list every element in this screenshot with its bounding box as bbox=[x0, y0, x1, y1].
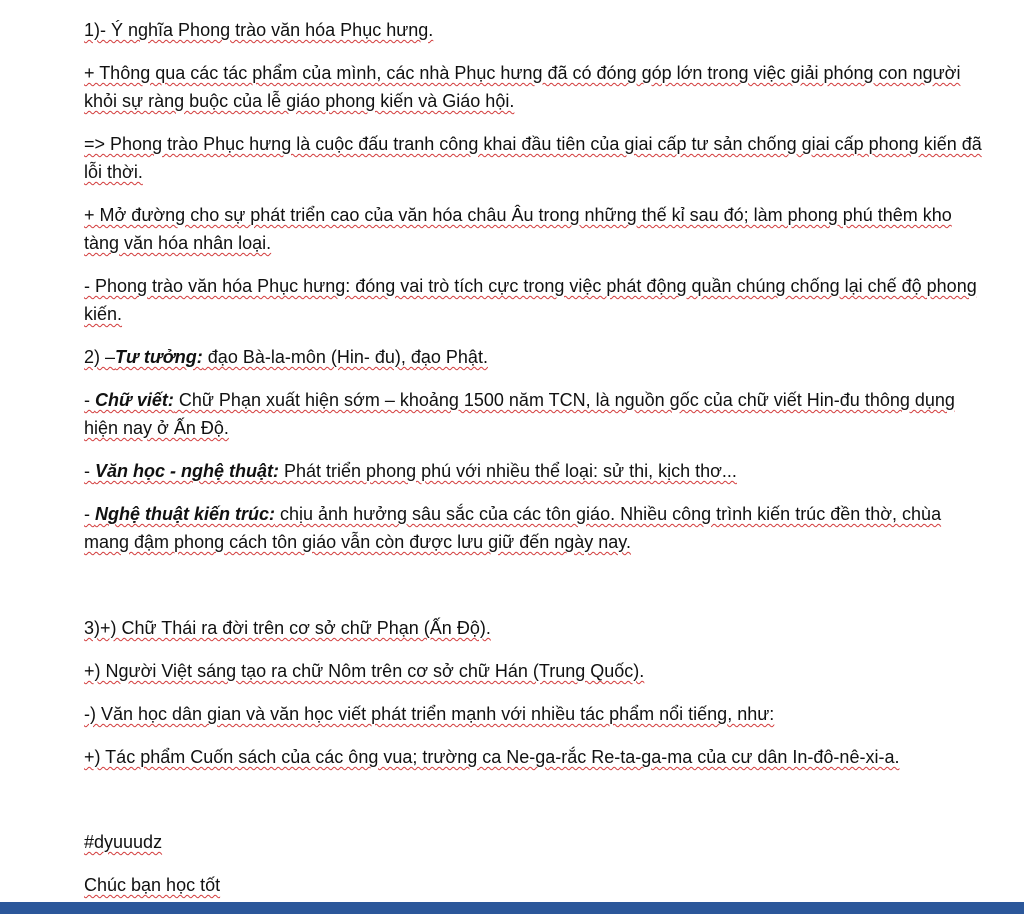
closing-wish: Chúc bạn học tốt bbox=[84, 875, 221, 895]
blank-line bbox=[84, 786, 984, 828]
paragraph-thai-script: 3)+) Chữ Thái ra đời trên cơ sở chữ Phạn (Ấn Độ). bbox=[84, 618, 491, 638]
paragraph-liberation: + Thông qua các tác phẩm của mình, các nhà Phục hưng đã có đóng góp lớn trong việc giải phóng con người khỏi sự ràng buộc của lễ giáo phong kiến và Giáo hội. bbox=[84, 63, 961, 111]
paragraph-development: + Mở đường cho sự phát triển cao của văn hóa châu Âu trong những thế kỉ sau đó; làm phong phú thêm kho tàng văn hóa nhân loại. bbox=[84, 205, 952, 253]
paragraph-struggle: => Phong trào Phục hưng là cuộc đấu tranh công khai đầu tiên của giai cấp tư sản chống giai cấp phong kiến đã lỗi thời. bbox=[84, 134, 982, 182]
writing-prefix: - bbox=[84, 390, 95, 410]
paragraph-writing bbox=[84, 386, 984, 442]
writing-label: Chữ viết: bbox=[95, 390, 174, 410]
architecture-text: chịu ảnh hưởng sâu sắc của các tôn giáo. Nhiều công trình kiến trúc đền thờ, chùa mang đậm phong cách tôn giáo vẫn còn được lưu giữ đến ngày nay. bbox=[84, 504, 942, 552]
heading-1: 1)- Ý nghĩa Phong trào văn hóa Phục hưng. bbox=[84, 20, 434, 40]
ideology-prefix: 2) – bbox=[84, 347, 116, 367]
blank-line bbox=[84, 571, 984, 614]
paragraph-literature bbox=[84, 457, 984, 485]
status-bar bbox=[0, 902, 1024, 914]
paragraph-role: - Phong trào văn hóa Phục hưng: đóng vai trò tích cực trong việc phát động quần chúng chống lại chế độ phong kiến. bbox=[84, 276, 977, 324]
paragraph-works: +) Tác phẩm Cuốn sách của các ông vua; trường ca Ne-ga-rắc Re-ta-ga-ma của cư dân In-đô-nê-xi-a. bbox=[84, 747, 900, 767]
document-body[interactable] bbox=[84, 16, 984, 914]
architecture-prefix: - bbox=[84, 504, 95, 524]
paragraph-ideology bbox=[84, 343, 984, 371]
literature-prefix: - bbox=[84, 461, 95, 481]
architecture-label: Nghệ thuật kiến trúc: bbox=[95, 504, 276, 524]
literature-text: Phát triển phong phú với nhiều thể loại: sử thi, kịch thơ... bbox=[279, 461, 737, 481]
writing-text: Chữ Phạn xuất hiện sớm – khoảng 1500 năm TCN, là nguồn gốc của chữ viết Hin-đu thông dụng hiện nay ở Ấn Độ. bbox=[84, 390, 955, 438]
paragraph-literature-sea: -) Văn học dân gian và văn học viết phát triển mạnh với nhiều tác phẩm nổi tiếng, như: bbox=[84, 704, 775, 724]
literature-label: Văn học - nghệ thuật: bbox=[95, 461, 279, 481]
paragraph-nom-script: +) Người Việt sáng tạo ra chữ Nôm trên cơ sở chữ Hán (Trung Quốc). bbox=[84, 661, 645, 681]
paragraph-architecture bbox=[84, 500, 984, 556]
ideology-text: đạo Bà-la-môn (Hin- đu), đạo Phật. bbox=[202, 347, 488, 367]
hashtag-signature: #dyuuudz bbox=[84, 832, 163, 852]
ideology-label: Tư tưởng: bbox=[115, 347, 203, 367]
